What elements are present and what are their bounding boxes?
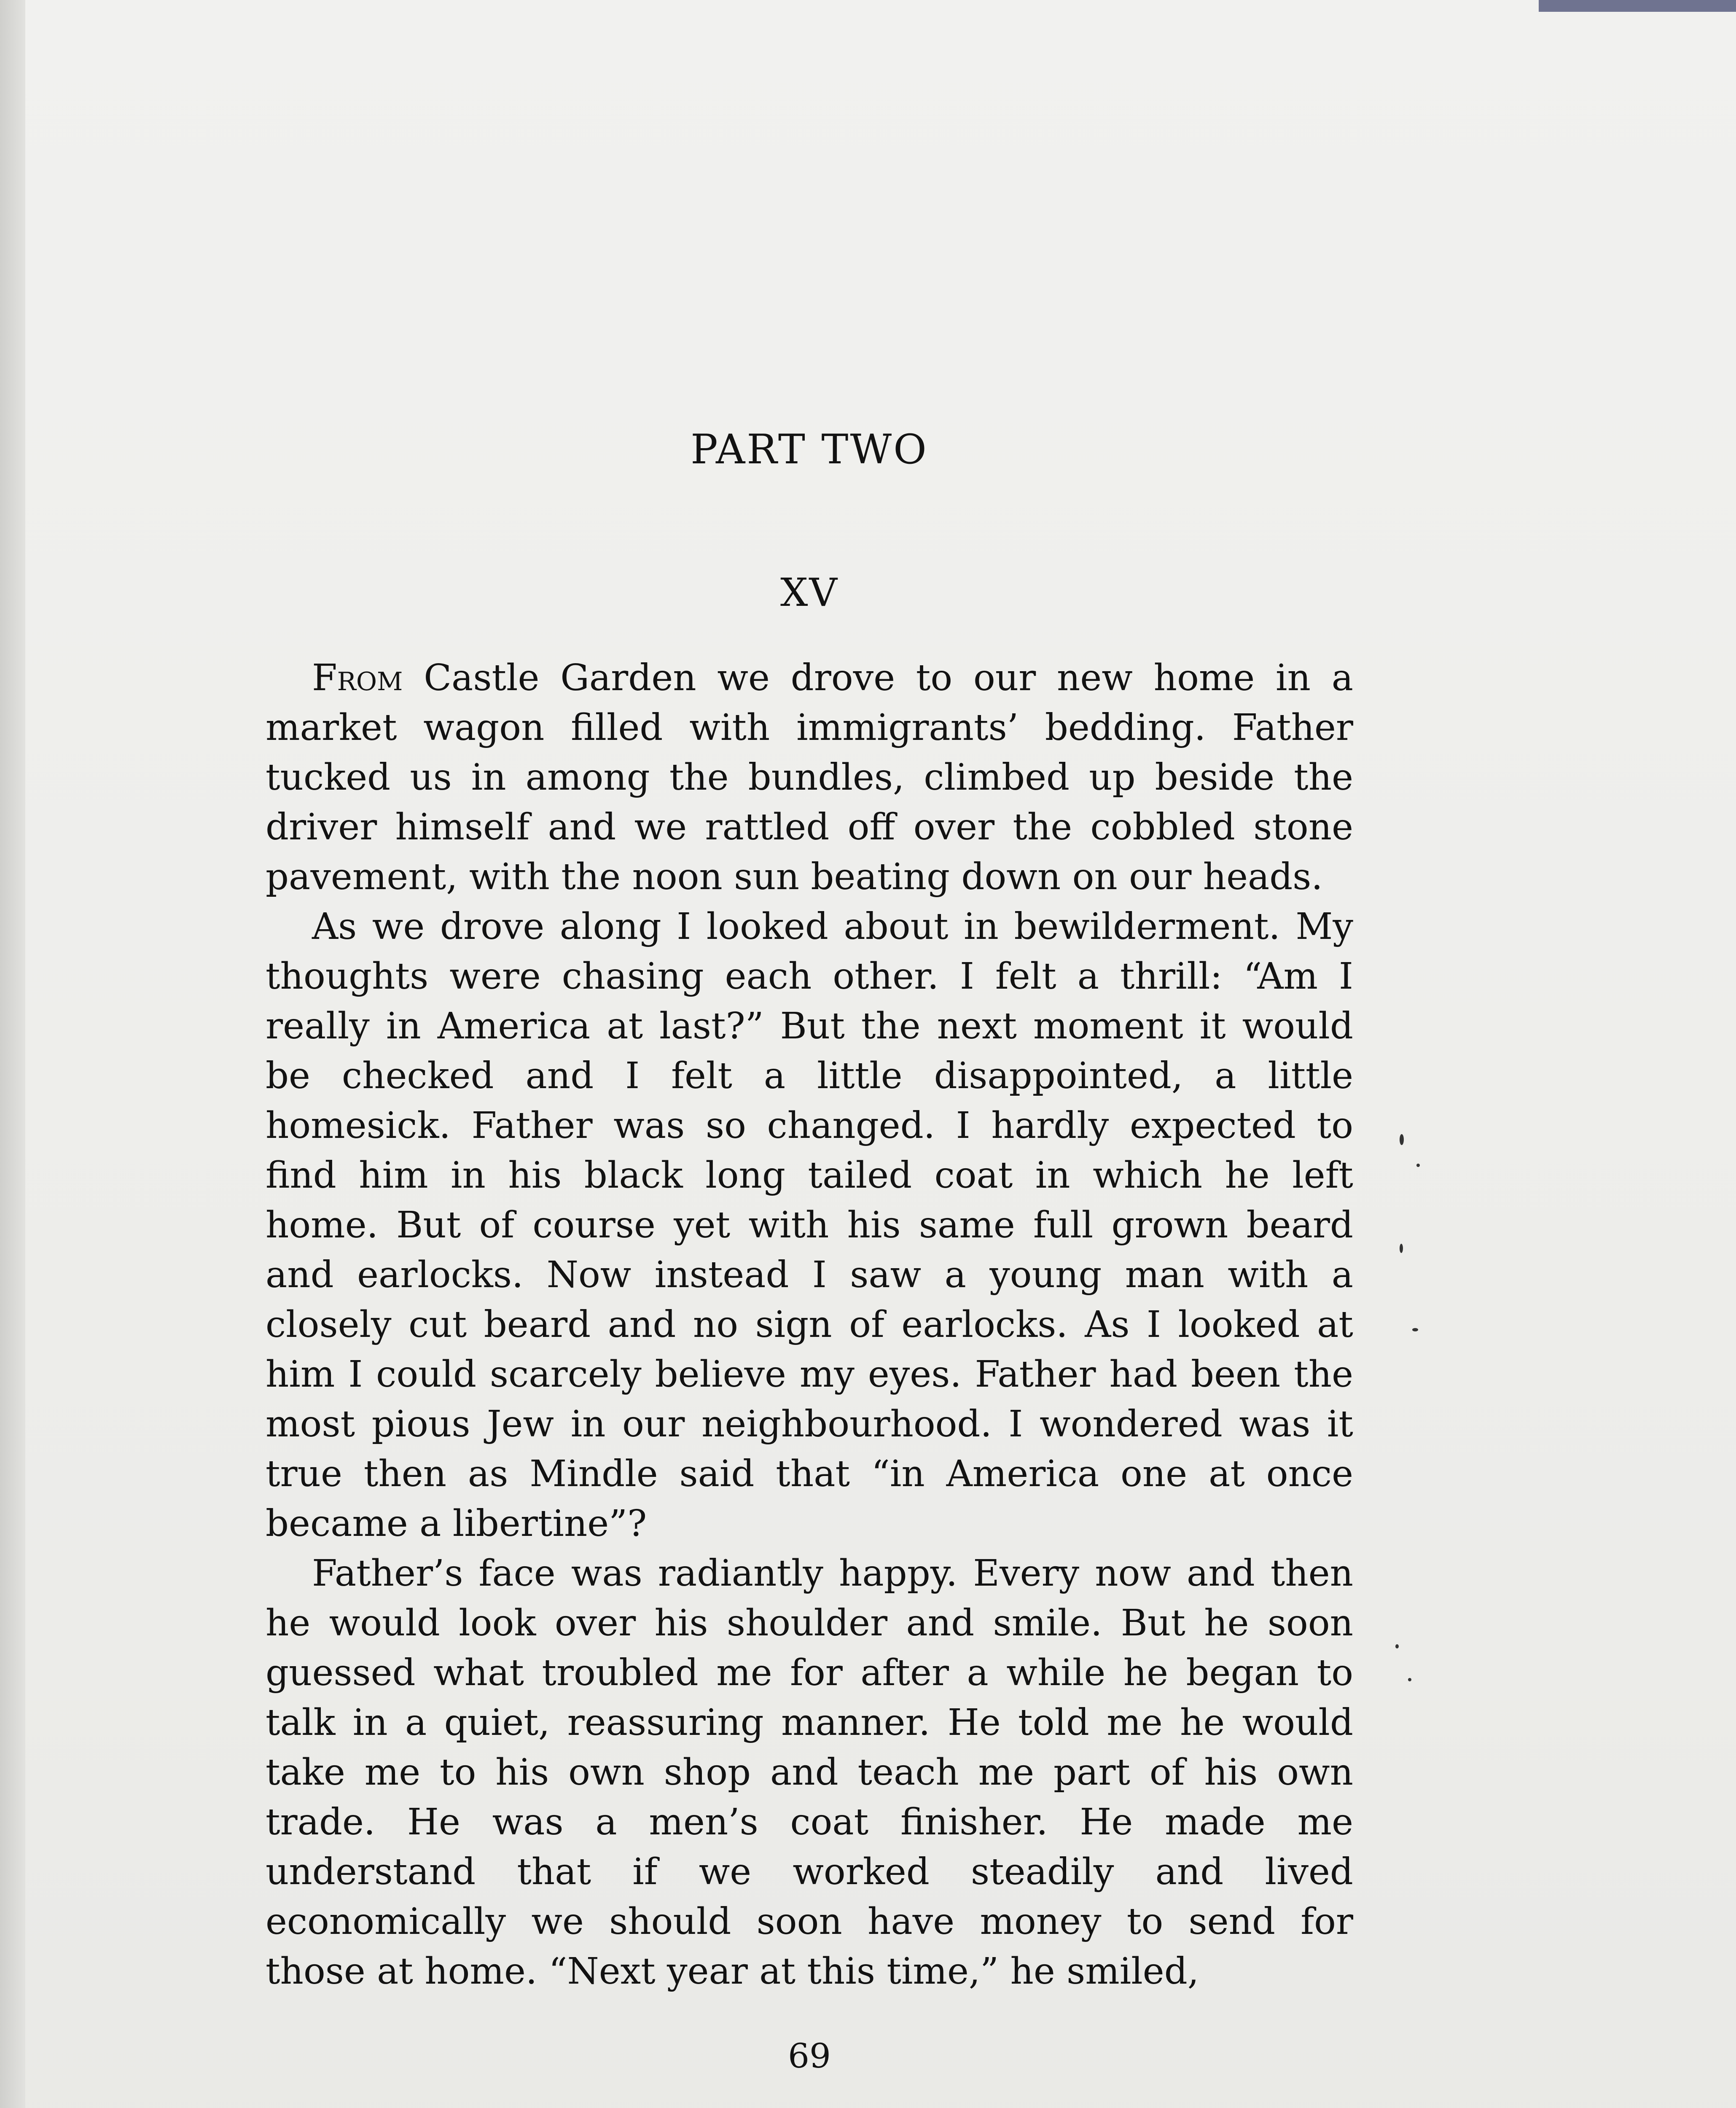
paragraph-1 bbox=[266, 653, 1353, 902]
part-title: PART TWO bbox=[691, 426, 928, 473]
paragraph-lead-word: From bbox=[312, 657, 403, 699]
paragraph-1-text: Castle Garden we drove to our new home in a market wagon filled with immigrants’ bedding. Father tucked us in among the bundles, climbed up beside the driver himself and we rattled off over the cobbled stone pavement, with the noon sun beating down on our heads. bbox=[266, 657, 1353, 898]
paragraph-3: Father’s face was radiantly happy. Every now and then he would look over his shoulder and smile. But he soon guessed what troubled me for after a while he began to talk in a quiet, reassuring manner. He told me he would take me to his own shop and teach me part of his own trade. He was a men’s coat finisher. He made me understand that if we worked steadily and lived economically we should soon have money to send for those at home. “Next year at this time,” he smiled, bbox=[266, 1552, 1353, 1992]
margin-speck bbox=[1416, 1164, 1420, 1167]
margin-speck bbox=[1400, 1134, 1404, 1145]
page-text-block bbox=[266, 426, 1353, 1996]
margin-speck bbox=[1395, 1644, 1399, 1648]
page-left-edge bbox=[0, 0, 25, 2108]
margin-speck bbox=[1408, 1678, 1411, 1681]
chapter-number: XV bbox=[780, 570, 838, 615]
margin-specks bbox=[1391, 1117, 1442, 1834]
paragraph-2: As we drove along I looked about in bewilderment. My thoughts were chasing each other. I felt a thrill: “Am I really in America at last?” But the next moment it would be checked and I felt a little disappointed, a little homesick. Father was so changed. I hardly expected to find him in his black long tailed coat in which he left home. But of course yet with his same full grown beard and earlocks. Now instead I saw a young man with a closely cut beard and no sign of earlocks. As I looked at him I could scarcely believe my eyes. Father had been the most pious Jew in our neighbourhood. I wondered was it true then as Mindle said that “in America one at once became a libertine”? bbox=[266, 906, 1353, 1545]
margin-speck bbox=[1412, 1328, 1418, 1331]
page-number: 69 bbox=[788, 2036, 831, 2076]
top-edge-band bbox=[1539, 0, 1736, 12]
margin-speck bbox=[1400, 1244, 1403, 1253]
